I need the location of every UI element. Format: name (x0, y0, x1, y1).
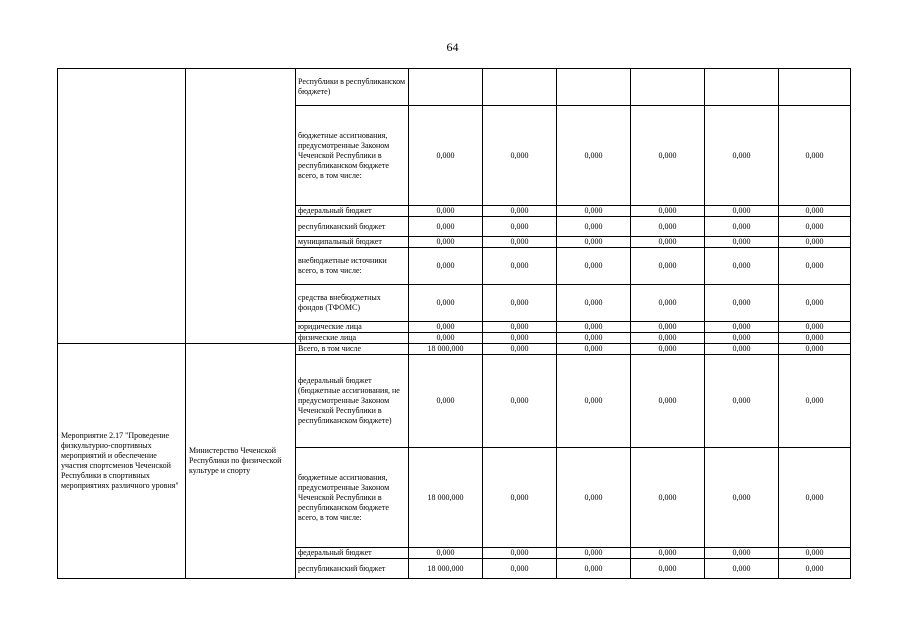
value-cell: 0,000 (483, 285, 557, 322)
value-cell: 0,000 (483, 237, 557, 248)
source-label: бюджетные ассигнования, предусмотренные Законом Чеченской Республики в республиканском бюджете всего, в том числе: (296, 448, 409, 548)
value-cell: 0,000 (557, 322, 631, 333)
source-label: республиканский бюджет (296, 559, 409, 579)
value-cell: 0,000 (631, 355, 705, 448)
source-label: Республики в республиканском бюджете) (296, 69, 409, 106)
value-cell: 0,000 (557, 344, 631, 355)
value-cell (705, 69, 779, 106)
value-cell: 18 000,000 (409, 559, 483, 579)
value-cell: 0,000 (631, 559, 705, 579)
value-cell: 0,000 (631, 548, 705, 559)
event-executor: Министерство Чеченской Республики по физической культуре и спорту (186, 344, 296, 579)
value-cell: 0,000 (557, 548, 631, 559)
value-cell: 0,000 (779, 355, 851, 448)
value-cell: 0,000 (631, 285, 705, 322)
value-cell: 0,000 (409, 333, 483, 344)
value-cell: 0,000 (483, 355, 557, 448)
value-cell: 0,000 (409, 106, 483, 206)
value-cell: 0,000 (483, 322, 557, 333)
value-cell: 0,000 (779, 448, 851, 548)
value-cell: 0,000 (705, 548, 779, 559)
value-cell: 0,000 (483, 548, 557, 559)
source-label: Всего, в том числе (296, 344, 409, 355)
value-cell: 18 000,000 (409, 344, 483, 355)
value-cell: 0,000 (483, 344, 557, 355)
value-cell: 0,000 (631, 217, 705, 237)
value-cell: 0,000 (557, 333, 631, 344)
value-cell: 0,000 (631, 106, 705, 206)
value-cell: 0,000 (409, 285, 483, 322)
value-cell: 0,000 (705, 248, 779, 285)
source-label: средства внебюджетных фондов (ТФОМС) (296, 285, 409, 322)
budget-table (57, 68, 851, 579)
value-cell: 0,000 (631, 237, 705, 248)
value-cell: 0,000 (779, 322, 851, 333)
source-label: федеральный бюджет (296, 206, 409, 217)
value-cell: 0,000 (705, 355, 779, 448)
value-cell: 0,000 (631, 322, 705, 333)
value-cell: 0,000 (705, 217, 779, 237)
value-cell: 0,000 (779, 285, 851, 322)
value-cell (409, 69, 483, 106)
value-cell: 0,000 (705, 333, 779, 344)
value-cell: 0,000 (557, 217, 631, 237)
value-cell: 0,000 (631, 448, 705, 548)
value-cell: 0,000 (409, 237, 483, 248)
value-cell: 0,000 (631, 248, 705, 285)
value-cell: 0,000 (631, 344, 705, 355)
page-number: 64 (446, 40, 459, 54)
value-cell: 0,000 (705, 285, 779, 322)
value-cell: 0,000 (631, 206, 705, 217)
source-label: муниципальный бюджет (296, 237, 409, 248)
value-cell: 0,000 (557, 285, 631, 322)
value-cell (631, 69, 705, 106)
value-cell (779, 69, 851, 106)
value-cell: 0,000 (557, 448, 631, 548)
event-cell-continued (58, 69, 186, 344)
value-cell: 0,000 (705, 344, 779, 355)
table-body (58, 69, 851, 579)
value-cell: 0,000 (557, 206, 631, 217)
value-cell: 0,000 (705, 322, 779, 333)
value-cell: 0,000 (409, 322, 483, 333)
value-cell: 0,000 (483, 106, 557, 206)
value-cell: 0,000 (779, 248, 851, 285)
value-cell: 0,000 (779, 548, 851, 559)
source-label: внебюджетные источники всего, в том числе: (296, 248, 409, 285)
source-label: юридические лица (296, 322, 409, 333)
value-cell: 0,000 (483, 333, 557, 344)
value-cell: 0,000 (557, 248, 631, 285)
table-row (58, 344, 851, 355)
table-row (58, 69, 851, 106)
source-label: республиканский бюджет (296, 217, 409, 237)
value-cell: 0,000 (483, 448, 557, 548)
value-cell: 0,000 (483, 248, 557, 285)
value-cell: 0,000 (557, 355, 631, 448)
executor-cell-continued (186, 69, 296, 344)
value-cell: 0,000 (705, 206, 779, 217)
value-cell: 18 000,000 (409, 448, 483, 548)
value-cell: 0,000 (705, 448, 779, 548)
value-cell: 0,000 (631, 333, 705, 344)
source-label: федеральный бюджет (бюджетные ассигнования, не предусмотренные Законом Чеченской Республики в республиканском бюджете) (296, 355, 409, 448)
value-cell: 0,000 (779, 333, 851, 344)
value-cell: 0,000 (483, 559, 557, 579)
value-cell: 0,000 (705, 237, 779, 248)
value-cell: 0,000 (409, 206, 483, 217)
value-cell: 0,000 (557, 106, 631, 206)
value-cell: 0,000 (483, 206, 557, 217)
source-label: федеральный бюджет (296, 548, 409, 559)
value-cell: 0,000 (779, 344, 851, 355)
event-name: Мероприятие 2.17 "Проведение физкультурно-спортивных мероприятий и обеспечение участия спортсменов Чеченской Республики в спортивных мероприятиях различного уровня" (58, 344, 186, 579)
value-cell: 0,000 (557, 559, 631, 579)
value-cell: 0,000 (779, 237, 851, 248)
value-cell (557, 69, 631, 106)
value-cell: 0,000 (409, 548, 483, 559)
value-cell: 0,000 (779, 217, 851, 237)
value-cell: 0,000 (779, 106, 851, 206)
value-cell: 0,000 (409, 248, 483, 285)
value-cell: 0,000 (409, 217, 483, 237)
value-cell: 0,000 (557, 237, 631, 248)
value-cell: 0,000 (779, 559, 851, 579)
value-cell: 0,000 (705, 106, 779, 206)
value-cell (483, 69, 557, 106)
value-cell: 0,000 (483, 217, 557, 237)
value-cell: 0,000 (409, 355, 483, 448)
source-label: физические лица (296, 333, 409, 344)
source-label: бюджетные ассигнования, предусмотренные Законом Чеченской Республики в республиканском бюджете всего, в том числе: (296, 106, 409, 206)
value-cell: 0,000 (705, 559, 779, 579)
value-cell: 0,000 (779, 206, 851, 217)
